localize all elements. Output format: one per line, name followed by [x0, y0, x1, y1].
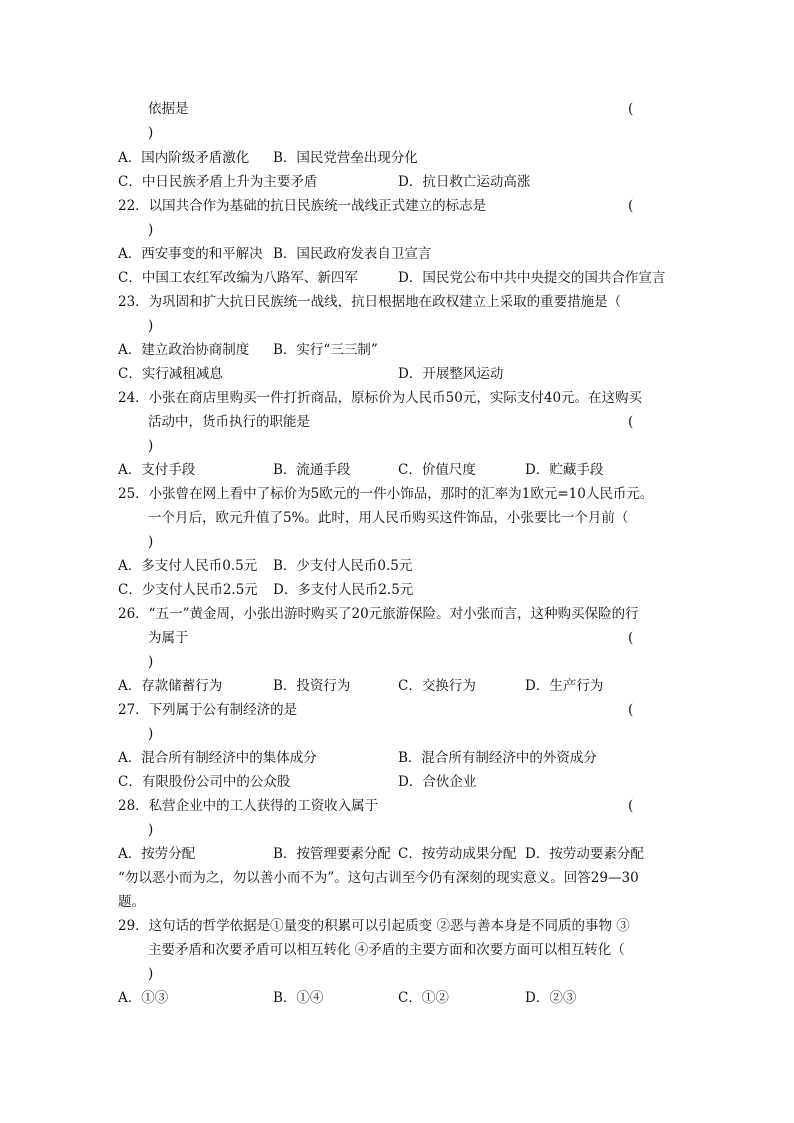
q29-stem-line2: 主要矛盾和次要矛盾可以相互转化 ④矛盾的主要方面和次要方面可以相互转化（: [148, 942, 625, 958]
q26-option-c: C．交换行为: [398, 678, 476, 694]
q26-option-b: B．投资行为: [273, 678, 351, 694]
q28-option-b: B．按管理要素分配: [273, 846, 391, 862]
q26-option-a: A．存款储蓄行为: [118, 678, 223, 694]
q27-option-a: A．混合所有制经济中的集体成分: [118, 750, 317, 766]
q29-option-a: A．①③: [118, 990, 169, 1006]
q22-option-b: B．国民政府发表自卫宣言: [273, 246, 432, 262]
q25-option-b: B．少支付人民币0.5元: [273, 558, 413, 574]
q21-option-b: B．国民党营垒出现分化: [273, 150, 418, 166]
q22-option-c: C．中国工农红军改编为八路军、新四军: [118, 270, 358, 286]
q21-paren-open: (: [628, 101, 634, 117]
q24-option-d: D．贮藏手段: [525, 462, 604, 478]
q27-option-c: C．有限股份公司中的公众股: [118, 774, 291, 790]
q23-option-c: C．实行减租减息: [118, 366, 223, 382]
q21-option-d: D．抗日救亡运动高涨: [398, 174, 531, 190]
q29-option-c: C．①②: [398, 990, 449, 1006]
q28-option-a: A．按劳分配: [118, 846, 196, 862]
q21-paren-close: ): [148, 125, 154, 141]
q23-paren-close: ): [148, 318, 154, 334]
q24-stem-line1: 24．小张在商店里购买一件打折商品，原标价为人民币50元，实际支付40元。在这购买: [118, 390, 643, 406]
intro-29-30-line1: “勿以恶小而为之，勿以善小而不为”。这句古训至今仍有深刻的现实意义。回答29—30: [118, 870, 639, 886]
q27-paren-open: (: [628, 702, 634, 718]
q25-option-a: A．多支付人民币0.5元: [118, 558, 258, 574]
q22-option-d: D．国民党公布中共中央提交的国共合作宣言: [398, 270, 666, 286]
q26-paren-close: ): [148, 654, 154, 670]
q25-stem-line2: 一个月后，欧元升值了5%。此时，用人民币购买这件饰品，小张要比一个月前（: [148, 510, 629, 526]
q21-option-a: A．国内阶级矛盾激化: [118, 150, 250, 166]
q28-option-c: C．按劳动成果分配: [398, 846, 517, 862]
q27-option-d: D．合伙企业: [398, 774, 477, 790]
q28-paren-close: ): [148, 822, 154, 838]
q25-option-c: C．少支付人民币2.5元: [118, 582, 258, 598]
q24-option-b: B．流通手段: [273, 462, 351, 478]
q22-stem: 22．以国共合作为基础的抗日民族统一战线正式建立的标志是: [118, 198, 487, 214]
q23-option-a: A．建立政治协商制度: [118, 342, 250, 358]
q28-option-d: D．按劳动要素分配: [525, 846, 644, 862]
q27-paren-close: ): [148, 726, 154, 742]
intro-29-30-line2: 题。: [118, 894, 145, 910]
q21-option-c: C．中日民族矛盾上升为主要矛盾: [118, 174, 318, 190]
q27-option-b: B．混合所有制经济中的外资成分: [398, 750, 597, 766]
q23-stem: 23．为巩固和扩大抗日民族统一战线，抗日根据地在政权建立上采取的重要措施是（: [118, 294, 622, 310]
q24-paren-close: ): [148, 438, 154, 454]
q28-stem: 28．私营企业中的工人获得的工资收入属于: [118, 798, 379, 814]
q22-paren-open: (: [628, 198, 634, 214]
q24-option-c: C．价值尺度: [398, 462, 476, 478]
q23-option-d: D．开展整风运动: [398, 366, 504, 382]
q28-paren-open: (: [628, 798, 634, 814]
q29-stem-line1: 29．这句话的哲学依据是①量变的积累可以引起质变 ②恶与善本身是不同质的事物 ③: [118, 918, 630, 934]
q29-paren-close: ): [148, 966, 154, 982]
q26-stem-line2: 为属于: [148, 630, 189, 646]
q22-paren-close: ): [148, 222, 154, 238]
q26-paren-open: (: [628, 630, 634, 646]
q24-paren-open: (: [628, 414, 634, 430]
q25-paren-close: ): [148, 534, 154, 550]
q26-option-d: D．生产行为: [525, 678, 604, 694]
q29-option-b: B．①④: [273, 990, 324, 1006]
q26-stem-line1: 26．“五一”黄金周，小张出游时购买了20元旅游保险。对小张而言，这种购买保险的行: [118, 606, 639, 622]
q25-stem-line1: 25．小张曾在网上看中了标价为5欧元的一件小饰品，那时的汇率为1欧元=10人民币元。: [118, 486, 654, 502]
q27-stem: 27．下列属于公有制经济的是: [118, 702, 298, 718]
q22-option-a: A．西安事变的和平解决: [118, 246, 263, 262]
q23-option-b: B．实行“三三制”: [273, 342, 378, 358]
q29-option-d: D．②③: [525, 990, 577, 1006]
q24-option-a: A．支付手段: [118, 462, 196, 478]
q24-stem-line2: 活动中，货币执行的职能是: [148, 414, 310, 430]
q21-stem: 依据是: [148, 101, 189, 117]
q25-option-d: D．多支付人民币2.5元: [273, 582, 414, 598]
